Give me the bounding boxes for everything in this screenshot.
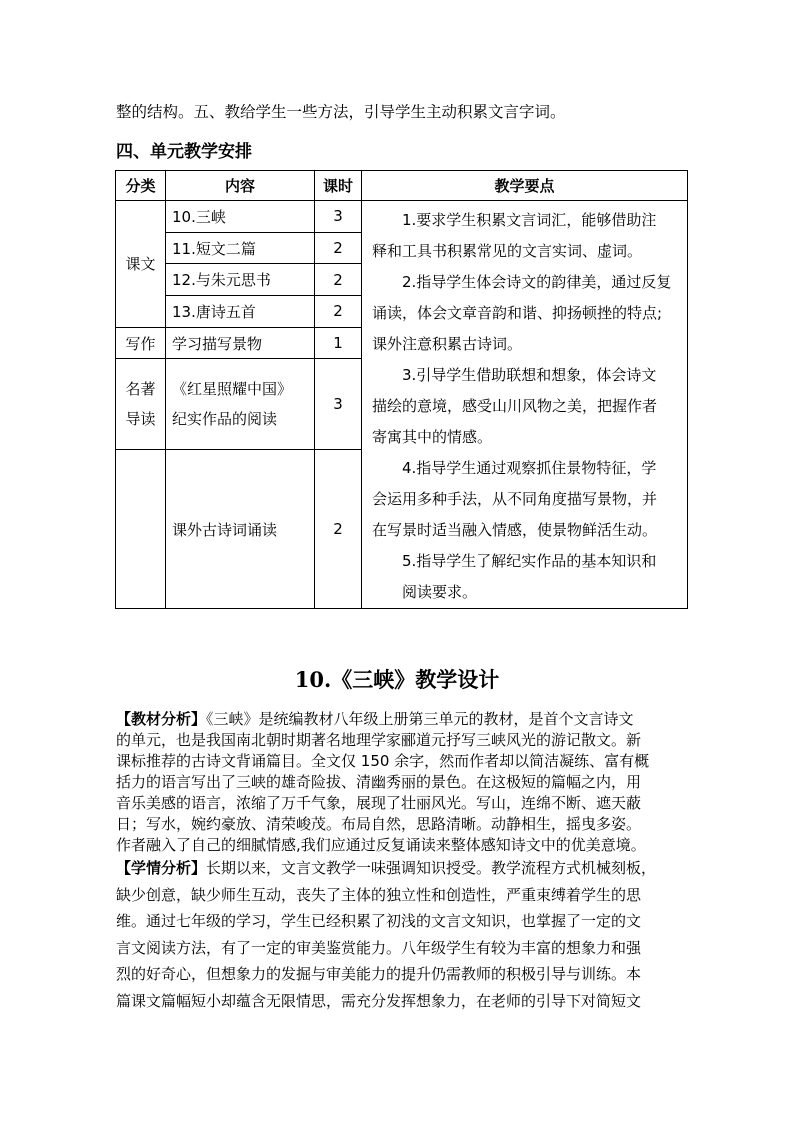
- point-2-line: 诵读，体会文章音韵和谐、抑扬顿挫的特点;: [372, 304, 663, 322]
- point-2-line: 课外注意积累古诗词。: [372, 335, 523, 353]
- category-mingzhu-line: 名著: [125, 380, 156, 399]
- paragraph-line: 言文阅读方法，有了一定的审美鉴赏能力。八年级学生有较为丰富的想象力和强: [116, 938, 642, 957]
- paragraph-line: [116, 709, 682, 730]
- paragraph-line: 作者融入了自己的细腻情感,我们应通过反复诵读来整体感知诗文中的优美意境。: [116, 836, 646, 854]
- category-empty: [116, 450, 166, 609]
- point-3-line: 描绘的意境，感受山川风物之美，把握作者: [372, 397, 658, 415]
- paragraph-line: 日；写水，婉约豪放、清荣峻茂。布局自然，思路清晰。动静相生，摇曳多姿。: [116, 815, 642, 833]
- point-4-line: 会运用多种手法，从不同角度描写景物，并: [372, 490, 658, 508]
- row-content-line: 《红星照耀中国》: [172, 380, 293, 399]
- category-xiezuo: 写作: [116, 327, 166, 359]
- row-hours: 2: [315, 232, 362, 264]
- header-hours: 课时: [315, 171, 362, 201]
- point-4-line: 4.指导学生通过观察抓住景物特征，学: [402, 459, 657, 477]
- row-content: 学习描写景物: [166, 327, 315, 359]
- paragraph-line-text: 《三峡》是统编教材八年级上册第三单元的教材，是首个文言诗文: [206, 710, 634, 728]
- learner-tag: 【学情分析】: [116, 859, 207, 877]
- table-header-row: [116, 171, 688, 201]
- paragraph-line: [116, 855, 682, 882]
- header-teaching-points: 教学要点: [362, 171, 688, 201]
- page-title: 10.《三峡》教学设计: [294, 667, 500, 692]
- row-content: 10.三峡: [166, 201, 315, 233]
- paragraph-line: 缺少创意，缺少师生互动，丧失了主体的独立性和创造性，严重束缚着学生的思: [116, 885, 642, 904]
- point-5-line: 阅读要求。: [402, 583, 478, 601]
- paragraph-line: 课标推荐的古诗文背诵篇目。全文仅 150 余字，然而作者却以简洁凝练、富有概: [116, 752, 650, 770]
- row-content-line: 纪实作品的阅读: [172, 410, 278, 429]
- textbook-analysis-paragraph: [116, 709, 682, 856]
- row-hours: 3: [315, 359, 362, 450]
- point-3-line: 3.引导学生借助联想和想象，体会诗文: [402, 366, 657, 384]
- unit-plan-table: [115, 170, 688, 609]
- row-hours: 2: [315, 264, 362, 296]
- category-mingzhu: [116, 359, 166, 450]
- paragraph-line: 音乐美感的语言，浓缩了万千气象，展现了壮丽风光。写山，连绵不断、遮天蔽: [116, 794, 642, 812]
- row-hours: 2: [315, 450, 362, 609]
- row-hours: 1: [315, 327, 362, 359]
- paragraph-line-text: 长期以来，文言文教学一味强调知识授受。教学流程方式机械刻板，: [206, 859, 657, 877]
- row-content: 11.短文二篇: [166, 232, 315, 264]
- point-3-line: 寄寓其中的情感。: [372, 428, 493, 446]
- point-4-line: 在写景时适当融入情感，使景物鲜活生动。: [372, 521, 658, 539]
- paragraph-line: 维。通过七年级的学习，学生已经积累了初浅的文言文知识，也掌握了一定的文: [116, 912, 642, 930]
- row-content: 13.唐诗五首: [166, 296, 315, 328]
- row-hours: 3: [315, 201, 362, 233]
- row-hours: 2: [315, 296, 362, 328]
- category-kewen: 课文: [116, 201, 166, 328]
- row-content: 12.与朱元思书: [166, 264, 315, 296]
- teaching-points-cell: [362, 201, 688, 609]
- learner-analysis-paragraph: [116, 855, 682, 1014]
- row-content: [166, 359, 315, 450]
- paragraph-line: 括力的语言写出了三峡的雄奇险拔、清幽秀丽的景色。在这极短的篇幅之内，用: [116, 773, 642, 791]
- teaching-points: [362, 201, 687, 608]
- point-1-line: 1.要求学生积累文言词汇，能够借助注: [402, 211, 657, 229]
- point-2-line: 2.指导学生体会诗文的韵律美，通过反复: [402, 273, 672, 291]
- category-mingzhu-line: 导读: [125, 410, 156, 429]
- point-1-line: 释和工具书积累常见的文言实词、虚词。: [372, 242, 643, 260]
- analysis-tag: 【教材分析】: [116, 710, 207, 728]
- paragraph-line: 烈的好奇心，但想象力的发掘与审美能力的提升仍需教师的积极引导与训练。本: [116, 965, 642, 983]
- header-content: 内容: [166, 171, 315, 201]
- section-heading: 四、单元教学安排: [116, 142, 252, 162]
- paragraph-line: 的单元，也是我国南北朝时期著名地理学家郦道元抒写三峡风光的游记散文。新: [116, 731, 642, 749]
- header-category: 分类: [116, 171, 166, 201]
- table-row: [116, 201, 688, 233]
- point-5-line: 5.指导学生了解纪实作品的基本知识和: [402, 552, 657, 570]
- row-content: 课外古诗词诵读: [166, 450, 315, 609]
- paragraph-line: 篇课文篇幅短小却蕴含无限情思，需充分发挥想象力，在老师的引导下对简短文: [116, 991, 642, 1010]
- intro-continuation-line: 整的结构。五、教给学生一些方法，引导学生主动积累文言字词。: [116, 103, 566, 121]
